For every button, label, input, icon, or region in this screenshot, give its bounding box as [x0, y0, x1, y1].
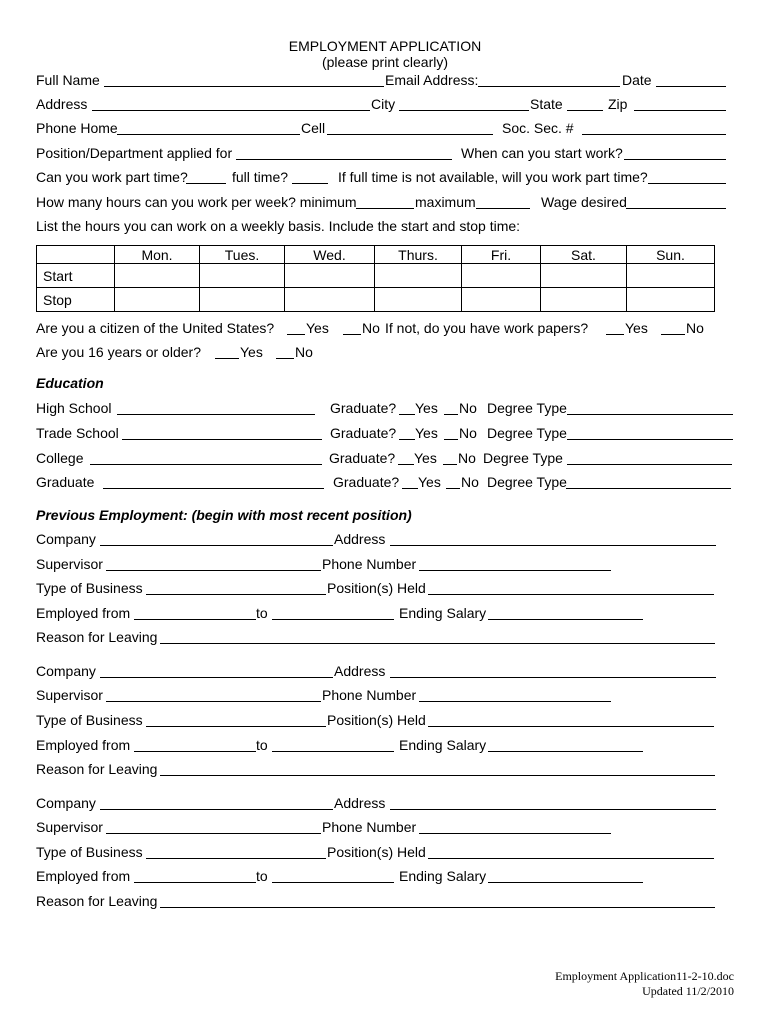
footer-updated: Updated 11/2/2010: [642, 984, 734, 998]
full-time-label: full time?: [232, 169, 289, 185]
phone-number-label: Phone Number: [322, 819, 417, 835]
zip-label: Zip: [608, 96, 628, 112]
full-name-label: Full Name: [36, 72, 100, 88]
graduate-yes-label: Yes: [415, 425, 438, 441]
hours-header-row: [37, 246, 715, 264]
positions-held-field[interactable]: [428, 858, 714, 859]
company-field[interactable]: [100, 809, 333, 810]
company-address-label: Address: [334, 663, 386, 679]
degree-type-label: Degree Type: [487, 474, 567, 490]
hours-cell[interactable]: [627, 288, 715, 312]
employed-from-label: Employed from: [36, 605, 131, 621]
citizen-question: Are you a citizen of the United States?: [36, 320, 275, 336]
not-available-field[interactable]: [648, 183, 726, 184]
graduate-yes-label: Yes: [415, 400, 438, 416]
graduate-yes-label: Yes: [414, 450, 437, 466]
degree-type-label: Degree Type: [487, 400, 567, 416]
reason-leaving-field[interactable]: [160, 775, 715, 776]
graduate-yes-field[interactable]: [402, 488, 418, 489]
papers-no-field[interactable]: [661, 334, 685, 335]
address-field[interactable]: [92, 110, 370, 111]
hours-cell[interactable]: [375, 288, 462, 312]
age-no-label: No: [295, 344, 313, 360]
business-type-field[interactable]: [146, 594, 326, 595]
supervisor-field[interactable]: [106, 570, 321, 571]
day-header: Sat.: [541, 246, 627, 264]
hours-cell[interactable]: [115, 264, 200, 288]
employed-from-label: Employed from: [36, 737, 131, 753]
company-field[interactable]: [100, 677, 333, 678]
education-level-label: High School: [36, 400, 112, 416]
hours-corner-cell: [37, 246, 115, 264]
to-label: to: [256, 868, 268, 884]
company-address-label: Address: [334, 795, 386, 811]
positions-held-label: Position(s) Held: [327, 580, 426, 596]
age-question: Are you 16 years or older?: [36, 344, 201, 360]
phone-number-field[interactable]: [419, 833, 611, 834]
email-field[interactable]: [478, 86, 620, 87]
phone-home-field[interactable]: [117, 134, 300, 135]
hours-cell[interactable]: [115, 288, 200, 312]
cell-field[interactable]: [327, 134, 493, 135]
ending-salary-label: Ending Salary: [399, 605, 487, 621]
previous-employment-heading: Previous Employment: (begin with most recent position): [36, 507, 412, 523]
employed-to-field[interactable]: [272, 619, 394, 620]
ending-salary-label: Ending Salary: [399, 737, 487, 753]
citizen-yes-label: Yes: [306, 320, 329, 336]
graduate-yes-field[interactable]: [399, 439, 415, 440]
business-type-label: Type of Business: [36, 844, 143, 860]
graduate-school-field[interactable]: [103, 488, 324, 489]
supervisor-label: Supervisor: [36, 556, 103, 572]
hours-cell[interactable]: [462, 288, 541, 312]
positions-held-field[interactable]: [428, 594, 714, 595]
employed-to-field[interactable]: [272, 882, 394, 883]
row-label: Start: [37, 264, 115, 288]
age-yes-field[interactable]: [215, 358, 239, 359]
work-papers-question: If not, do you have work papers?: [385, 320, 589, 336]
high-school-field[interactable]: [117, 414, 315, 415]
company-label: Company: [36, 663, 96, 679]
zip-field[interactable]: [634, 110, 726, 111]
graduate-no-field[interactable]: [446, 488, 460, 489]
stop-row: [37, 288, 715, 312]
phone-number-field[interactable]: [419, 701, 611, 702]
part-time-label: Can you work part time?: [36, 169, 188, 185]
citizen-yes-field[interactable]: [287, 334, 305, 335]
supervisor-field[interactable]: [106, 833, 321, 834]
company-address-field[interactable]: [390, 677, 716, 678]
positions-held-label: Position(s) Held: [327, 712, 426, 728]
degree-type-field[interactable]: [567, 414, 733, 415]
wage-label: Wage desired: [541, 194, 627, 210]
business-type-field[interactable]: [146, 858, 326, 859]
graduate-question: Graduate?: [330, 425, 397, 441]
papers-no-label: No: [686, 320, 704, 336]
supervisor-label: Supervisor: [36, 819, 103, 835]
company-label: Company: [36, 531, 96, 547]
business-type-label: Type of Business: [36, 580, 143, 596]
employed-from-field[interactable]: [134, 619, 256, 620]
graduate-yes-field[interactable]: [398, 464, 414, 465]
phone-number-label: Phone Number: [322, 556, 417, 572]
phone-home-label: Phone Home: [36, 120, 118, 136]
day-header: Thurs.: [375, 246, 462, 264]
company-label: Company: [36, 795, 96, 811]
supervisor-field[interactable]: [106, 701, 321, 702]
employed-from-field[interactable]: [134, 882, 256, 883]
graduate-question: Graduate?: [330, 400, 397, 416]
hours-cell[interactable]: [541, 264, 627, 288]
position-label: Position/Department applied for: [36, 145, 233, 161]
start-work-label: When can you start work?: [461, 145, 623, 161]
positions-held-field[interactable]: [428, 726, 714, 727]
day-header: Sun.: [627, 246, 715, 264]
hours-cell[interactable]: [627, 264, 715, 288]
ending-salary-field[interactable]: [488, 882, 643, 883]
hours-cell[interactable]: [462, 264, 541, 288]
graduate-no-label: No: [459, 425, 477, 441]
business-type-label: Type of Business: [36, 712, 143, 728]
hours-cell[interactable]: [285, 264, 375, 288]
phone-number-label: Phone Number: [322, 687, 417, 703]
degree-type-label: Degree Type: [487, 425, 567, 441]
date-field[interactable]: [656, 86, 726, 87]
graduate-no-field[interactable]: [443, 464, 457, 465]
minimum-field[interactable]: [356, 208, 414, 209]
phone-number-field[interactable]: [419, 570, 611, 571]
hours-cell[interactable]: [200, 288, 285, 312]
papers-yes-label: Yes: [625, 320, 648, 336]
maximum-field[interactable]: [476, 208, 530, 209]
company-address-field[interactable]: [390, 809, 716, 810]
form-subtitle: (please print clearly): [321, 54, 449, 70]
age-no-field[interactable]: [276, 358, 294, 359]
weekly-hours-table: [36, 245, 715, 312]
to-label: to: [256, 737, 268, 753]
degree-type-field[interactable]: [567, 439, 733, 440]
degree-type-field[interactable]: [566, 488, 731, 489]
state-field[interactable]: [567, 110, 603, 111]
graduate-yes-field[interactable]: [399, 414, 415, 415]
ending-salary-field[interactable]: [488, 619, 643, 620]
reason-leaving-field[interactable]: [160, 643, 715, 644]
graduate-no-label: No: [458, 450, 476, 466]
row-label: Stop: [37, 288, 115, 312]
degree-type-label: Degree Type: [483, 450, 563, 466]
wage-field[interactable]: [626, 208, 726, 209]
hours-cell[interactable]: [200, 264, 285, 288]
education-heading: Education: [36, 375, 104, 391]
supervisor-label: Supervisor: [36, 687, 103, 703]
employed-to-field[interactable]: [272, 751, 394, 752]
graduate-no-label: No: [461, 474, 479, 490]
graduate-question: Graduate?: [333, 474, 400, 490]
email-label: Email Address:: [385, 72, 479, 88]
company-address-label: Address: [334, 531, 386, 547]
to-label: to: [256, 605, 268, 621]
reason-leaving-label: Reason for Leaving: [36, 629, 158, 645]
age-yes-label: Yes: [240, 344, 263, 360]
start-work-field[interactable]: [624, 159, 726, 160]
full-time-field[interactable]: [292, 183, 328, 184]
degree-type-field[interactable]: [567, 464, 732, 465]
ending-salary-label: Ending Salary: [399, 868, 487, 884]
address-label: Address: [36, 96, 88, 112]
hours-cell[interactable]: [285, 288, 375, 312]
footer-doc-name: Employment Application11-2-10.doc: [555, 969, 734, 983]
position-field[interactable]: [236, 159, 452, 160]
hours-week-label: How many hours can you work per week? minimum: [36, 194, 357, 210]
papers-yes-field[interactable]: [606, 334, 624, 335]
reason-leaving-field[interactable]: [160, 907, 715, 908]
graduate-no-field[interactable]: [444, 439, 458, 440]
date-label: Date: [622, 72, 652, 88]
day-header: Tues.: [200, 246, 285, 264]
part-time-field[interactable]: [186, 183, 226, 184]
citizen-no-label: No: [362, 320, 380, 336]
company-field[interactable]: [100, 545, 333, 546]
employed-from-label: Employed from: [36, 868, 131, 884]
day-header: Mon.: [115, 246, 200, 264]
business-type-field[interactable]: [146, 726, 326, 727]
full-name-field[interactable]: [104, 86, 384, 87]
maximum-label: maximum: [415, 194, 476, 210]
positions-held-label: Position(s) Held: [327, 844, 426, 860]
education-level-label: Trade School: [36, 425, 119, 441]
college-field[interactable]: [90, 464, 322, 465]
city-label: City: [371, 96, 396, 112]
education-level-label: College: [36, 450, 84, 466]
list-hours-instruction: List the hours you can work on a weekly basis. Include the start and stop time:: [36, 218, 521, 234]
ending-salary-field[interactable]: [488, 751, 643, 752]
employed-from-field[interactable]: [134, 751, 256, 752]
soc-sec-field[interactable]: [582, 134, 726, 135]
graduate-yes-label: Yes: [418, 474, 441, 490]
not-available-label: If full time is not available, will you work part time?: [338, 169, 648, 185]
day-header: Wed.: [285, 246, 375, 264]
city-field[interactable]: [399, 110, 529, 111]
graduate-question: Graduate?: [329, 450, 396, 466]
citizen-no-field[interactable]: [343, 334, 361, 335]
start-row: [37, 264, 715, 288]
soc-sec-label: Soc. Sec. #: [502, 120, 574, 136]
day-header: Fri.: [462, 246, 541, 264]
graduate-no-label: No: [459, 400, 477, 416]
state-label: State: [530, 96, 563, 112]
reason-leaving-label: Reason for Leaving: [36, 761, 158, 777]
company-address-field[interactable]: [390, 545, 716, 546]
trade-school-field[interactable]: [122, 439, 322, 440]
cell-label: Cell: [301, 120, 326, 136]
reason-leaving-label: Reason for Leaving: [36, 893, 158, 909]
form-title: EMPLOYMENT APPLICATION: [288, 38, 482, 54]
hours-cell[interactable]: [541, 288, 627, 312]
hours-cell[interactable]: [375, 264, 462, 288]
graduate-no-field[interactable]: [444, 414, 458, 415]
education-level-label: Graduate: [36, 474, 95, 490]
